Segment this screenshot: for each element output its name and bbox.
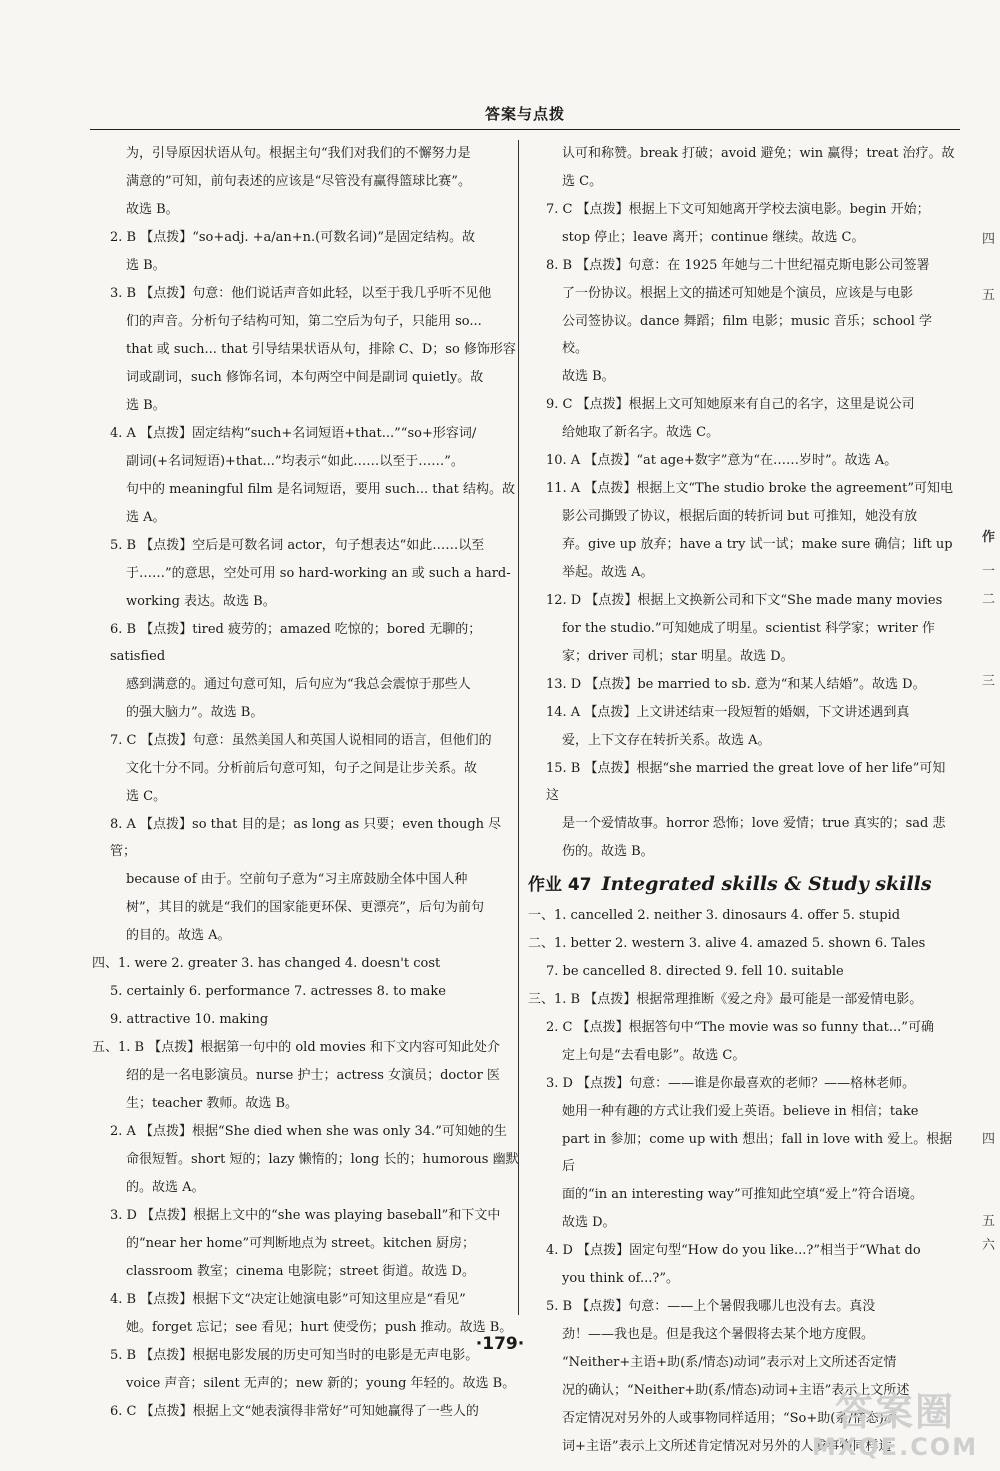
watermark-bottom: MXQE.COM [811,1433,979,1461]
text-line: 她用一种有趣的方式让我们爱上英语。believe in 相信；take [562,1104,919,1119]
text-line: stop 停止；leave 离开；continue 继续。故选 C。 [562,230,865,245]
section-heading [528,869,956,900]
text-line: 故选 D。 [562,1215,616,1230]
text-line: 是一个爱情故事。horror 恐怖；love 爱情；true 真实的；sad 悲 [562,816,946,831]
text-line: for the studio.”可知她成了明星。scientist 科学家；writer 作 [562,621,935,636]
text-line: 14. A 【点拨】上文讲述结束一段短暂的婚姻，下文讲述遇到真 [546,705,910,720]
text-line: 7. C 【点拨】根据上下文可知她离开学校去演电影。begin 开始； [546,202,930,217]
edge-mark: 五 [982,288,996,303]
text-line: 5. B 【点拨】根据电影发展的历史可知当时的电影是无声电影。 [110,1348,479,1363]
text-line: 4. D 【点拨】固定句型“How do you like...?”相当于“What do [546,1243,921,1258]
watermark-logo [800,1390,990,1464]
text-line: you think of...?”。 [562,1271,680,1286]
text-line: 选 C。 [562,174,603,189]
text-line: 3. B 【点拨】句意：他们说话声音如此轻，以至于我几乎听不见他 [110,286,492,301]
edge-mark: 五 [982,1214,996,1229]
text-line: 4. B 【点拨】根据下文“决定让她演电影”可知这里应是“看见” [110,1292,466,1307]
text-line: working 表达。故选 B。 [126,594,276,609]
text-line: 5. B 【点拨】句意：——上个暑假我哪儿也没有去。真没 [546,1299,876,1314]
text-line: 们的声音。分析句子结构可知，第二空后为句子，只能用 so... [126,314,482,329]
text-line: 句中的 meaningful film 是名词短语，要用 such... that 结构。故 [126,482,515,497]
text-line: voice 声音；silent 无声的；new 新的；young 年轻的。故选 B。 [126,1376,516,1391]
text-line: 6. B 【点拨】tired 疲劳的；amazed 吃惊的；bored 无聊的；satisfied [110,622,482,664]
right-column-answers [528,140,956,865]
text-line: 4. A 【点拨】固定结构“such+名词短语+that...”“so+形容词/ [110,426,477,441]
text-line: 8. B 【点拨】句意：在 1925 年她与二十世纪福克斯电影公司签署 [546,258,930,273]
text-line: 认可和称赞。break 打破；avoid 避免；win 赢得；treat 治疗。故 [562,146,955,161]
section-title: Integrated skills & Study skills [601,873,932,895]
text-line: 命很短暂。short 短的；lazy 懒惰的；long 长的；humorous 幽默 [126,1152,519,1167]
text-line: 爱，上下文存在转折关系。故选 A。 [562,733,771,748]
text-line: 7. be cancelled 8. directed 9. fell 10. suitable [546,964,844,979]
text-line: 词或副词，such 修饰名词，本句两空中间是副词 quietly。故 [126,370,484,385]
text-line: 感到满意的。通过句意可知，后句应为“我总会震惊于那些人 [126,677,471,692]
text-line: 劲！——我也是。但是我这个暑假将去某个地方度假。 [562,1327,875,1342]
right-column-section-answers [528,902,956,1460]
text-line: 故选 B。 [562,369,615,384]
text-line: 二、1. better 2. western 3. alive 4. amazed 5. shown 6. Tales [528,936,926,951]
edge-mark: 四 [982,1132,996,1147]
text-line: 了一份协议。根据上文的描述可知她是个演员，应该是与电影 [562,286,914,301]
text-line: 9. C 【点拨】根据上文可知她原来有自己的名字，这里是说公司 [546,397,915,412]
left-column [92,140,520,1426]
text-line: 的。故选 A。 [126,1180,205,1195]
edge-mark: 作 [982,530,996,545]
text-line: 满意的”可知，前句表述的应该是“尽管没有赢得篮球比赛”。 [126,174,471,189]
text-line: 选 B。 [126,398,166,413]
page-header [90,103,960,130]
right-column [528,140,956,1461]
text-line: 选 C。 [126,789,167,804]
text-line: 否定情况对另外的人或事物同样适用；“So+助(系/情态)动 [562,1411,897,1426]
text-line: part in 参加；come up with 想出；fall in love with 爱上。根据后 [562,1132,953,1174]
text-line: 生；teacher 教师。故选 B。 [126,1096,299,1111]
text-line: 面的“in an interesting way”可推知此空填“爱上”符合语境。 [562,1187,923,1202]
text-line: 影公司撕毁了协议，根据后面的转折词 but 可推知，她没有放 [562,509,918,524]
text-line: 10. A 【点拨】“at age+数字”意为“在……岁时”。故选 A。 [546,453,898,468]
text-line: 弃。give up 放弃；have a try 试一试；make sure 确信；lift up [562,537,953,552]
text-line: 定上句是“去看电影”。故选 C。 [562,1048,746,1063]
section-label: 作业 47 [528,875,592,895]
text-line: 的“near her home”可判断地点为 street。kitchen 厨房； [126,1236,476,1251]
text-line: 给她取了新名字。故选 C。 [562,425,720,440]
text-line: 树”，其目的就是“我们的国家能更环保、更漂亮”，后句为前句 [126,900,484,915]
text-line: 的强大脑力”。故选 B。 [126,705,264,720]
text-line: 3. D 【点拨】根据上文中的“she was playing baseball”和下文中 [110,1208,501,1223]
edge-mark: 六 [982,1238,996,1253]
text-line: 三、1. B 【点拨】根据常理推断《爱之舟》最可能是一部爱情电影。 [528,992,923,1007]
text-line: 四、1. were 2. greater 3. has changed 4. doesn't cost [92,956,441,971]
text-line: classroom 教室；cinema 电影院；street 街道。故选 D。 [126,1264,475,1279]
text-line: 2. A 【点拨】根据“She died when she was only 34.”可知她的生 [110,1124,507,1139]
edge-mark: 四 [982,232,996,247]
text-line: 故选 B。 [126,202,179,217]
text-line: 于……”的意思，空处可用 so hard-working an 或 such a hard- [126,566,511,581]
edge-mark: 一 [982,564,996,579]
text-line: 5. B 【点拨】空后是可数名词 actor，句子想表达“如此……以至 [110,538,485,553]
text-line: 词+主语”表示上文所述肯定情况对另外的人或事物同样适 [562,1439,892,1454]
text-line: 11. A 【点拨】根据上文“The studio broke the agreement”可知电 [546,481,953,496]
text-line: 12. D 【点拨】根据上文换新公司和下文“She made many movies [546,593,943,608]
text-line: 副词(+名词短语)+that...”均表示“如此……以至于……”。 [126,454,464,469]
text-line: 2. B 【点拨】“so+adj. +a/an+n.(可数名词)”是固定结构。故 [110,230,475,245]
text-line: 况的确认；“Neither+助(系/情态)动词+主语”表示上文所述 [562,1383,910,1398]
text-line: 伤的。故选 B。 [562,844,654,859]
edge-mark: 三 [982,674,996,689]
text-line: 公司签协议。dance 舞蹈；film 电影；music 音乐；school 学校。 [562,314,933,356]
text-line: 13. D 【点拨】be married to sb. 意为“和某人结婚”。故选 D。 [546,677,926,692]
text-line: 一、1. cancelled 2. neither 3. dinosaurs 4. offer 5. stupid [528,908,901,923]
header-title: 答案与点拨 [484,105,565,123]
text-line: “Neither+主语+助(系/情态)动词”表示对上文所述否定情 [562,1355,897,1370]
text-line: 的目的。故选 A。 [126,928,231,943]
text-line: 7. C 【点拨】句意：虽然美国人和英国人说相同的语言，但他们的 [110,733,492,748]
text-line: 2. C 【点拨】根据答句中“The movie was so funny that...”可确 [546,1020,934,1035]
text-line: 五、1. B 【点拨】根据第一句中的 old movies 和下文内容可知此处介 [92,1040,500,1055]
text-line: 15. B 【点拨】根据“she married the great love of her life”可知这 [546,761,946,803]
text-line: 她。forget 忘记；see 看见；hurt 使受伤；push 推动。故选 B。 [126,1320,513,1335]
edge-mark: 二 [982,592,996,607]
text-line: because of 由于。空前句子意为“习主席鼓励全体中国人种 [126,872,468,887]
text-line: 5. certainly 6. performance 7. actresses 8. to make [110,984,446,999]
text-line: 家；driver 司机；star 明星。故选 D。 [562,649,794,664]
watermark-top: 答案圈 [834,1390,955,1434]
text-line: 8. A 【点拨】so that 目的是；as long as 只要；even though 尽管； [110,817,502,859]
text-line: 6. C 【点拨】根据上文“她表演得非常好”可知她赢得了一些人的 [110,1404,479,1419]
page-number: ·179· [475,1334,525,1354]
text-line: 选 A。 [126,510,166,525]
text-line: 举起。故选 A。 [562,565,654,580]
text-line: 为，引导原因状语从句。根据主句“我们对我们的不懈努力是 [126,146,471,161]
text-line: 文化十分不同。分析前后句意可知，句子之间是让步关系。故 [126,761,478,776]
text-line: 9. attractive 10. making [110,1012,269,1027]
text-line: that 或 such... that 引导结果状语从句，排除 C、D；so 修饰形容 [126,342,516,357]
text-line: 绍的是一名电影演员。nurse 护士；actress 女演员；doctor 医 [126,1068,500,1083]
text-line: 选 B。 [126,258,166,273]
text-line: 3. D 【点拨】句意：——谁是你最喜欢的老师？——格林老师。 [546,1076,916,1091]
